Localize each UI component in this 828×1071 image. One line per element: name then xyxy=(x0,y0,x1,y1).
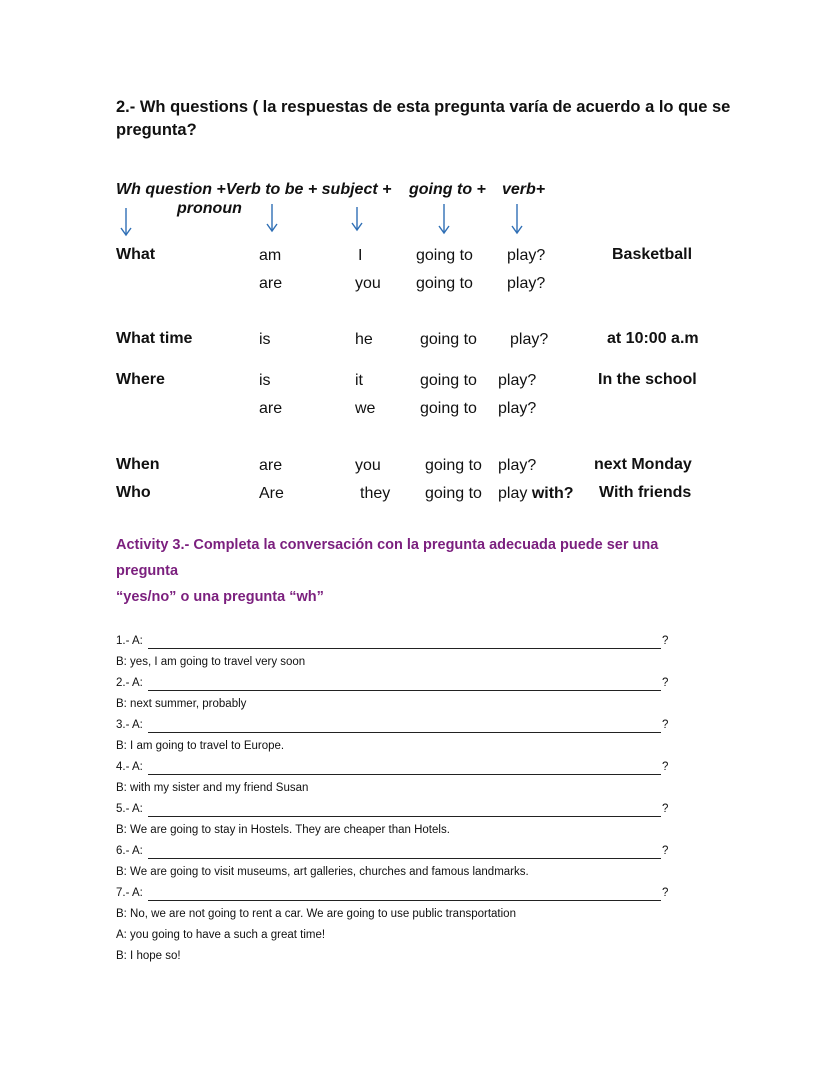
main-verb xyxy=(498,485,574,503)
question-mark: ? xyxy=(662,803,669,815)
closing-line: B: I hope so! xyxy=(116,950,181,962)
question-label: 2.- A: xyxy=(116,677,143,689)
answer: at 10:00 a.m xyxy=(607,330,699,347)
question-label: 5.- A: xyxy=(116,803,143,815)
question-mark: ? xyxy=(662,845,669,857)
question-mark: ? xyxy=(662,887,669,899)
answer-text: B: next summer, probably xyxy=(116,698,247,710)
subject-pronoun: they xyxy=(360,485,391,502)
formula-part-3: verb+ xyxy=(502,181,546,198)
answer: In the school xyxy=(598,371,697,388)
verb-to-be: are xyxy=(259,400,283,417)
answer-line[interactable] xyxy=(148,648,661,649)
main-verb: play? xyxy=(498,372,537,389)
question-label: 6.- A: xyxy=(116,845,143,857)
verb-to-be: is xyxy=(259,372,271,389)
answer: Basketball xyxy=(612,246,693,263)
answer-text: B: We are going to stay in Hostels. They are cheaper than Hotels. xyxy=(116,824,450,836)
activity-heading-line-2: pregunta xyxy=(116,563,179,579)
going-to: going to xyxy=(420,331,477,348)
activity-heading-line-1: Activity 3.- Completa la conversación con la pregunta adecuada puede ser una xyxy=(116,537,659,553)
answer-text: B: with my sister and my friend Susan xyxy=(116,782,309,794)
formula-part-2: going to + xyxy=(409,181,486,198)
question-mark: ? xyxy=(662,761,669,773)
question-label: 1.- A: xyxy=(116,635,143,647)
answer-text: B: We are going to visit museums, art galleries, churches and famous landmarks. xyxy=(116,866,529,878)
question-label: 3.- A: xyxy=(116,719,143,731)
main-verb: play? xyxy=(498,400,537,417)
main-verb: play? xyxy=(507,247,546,264)
question-mark: ? xyxy=(662,635,669,647)
subject-pronoun: he xyxy=(355,331,373,348)
going-to: going to xyxy=(420,372,477,389)
going-to: going to xyxy=(416,275,473,292)
answer: With friends xyxy=(599,484,692,501)
going-to: going to xyxy=(425,485,482,502)
question-label: 7.- A: xyxy=(116,887,143,899)
main-verb: play? xyxy=(507,275,546,292)
main-verb: play? xyxy=(498,457,537,474)
answer-line[interactable] xyxy=(148,900,661,901)
question-label: 4.- A: xyxy=(116,761,143,773)
answer-line[interactable] xyxy=(148,732,661,733)
answer-line[interactable] xyxy=(148,690,661,691)
subject-pronoun: it xyxy=(355,372,363,389)
going-to: going to xyxy=(420,400,477,417)
subject-pronoun: you xyxy=(355,457,381,474)
answer-line[interactable] xyxy=(148,816,661,817)
wh-word: When xyxy=(116,456,160,473)
main-verb-preposition: with? xyxy=(531,485,574,502)
wh-word: What xyxy=(116,246,156,263)
wh-word: Where xyxy=(116,371,165,388)
answer-text: B: I am going to travel to Europe. xyxy=(116,740,285,752)
answer-text: B: yes, I am going to travel very soon xyxy=(116,656,306,668)
formula-part-1: Wh question +Verb to be + subject + xyxy=(116,181,392,198)
answer-text: B: No, we are not going to rent a car. We are going to use public transportation xyxy=(116,908,516,920)
wh-word: Who xyxy=(116,484,151,501)
answer-line[interactable] xyxy=(148,858,661,859)
page-title: 2.- Wh questions ( la respuestas de esta pregunta varía de acuerdo a lo que se pregunta? xyxy=(116,98,731,139)
verb-to-be: Are xyxy=(259,485,284,502)
going-to: going to xyxy=(416,247,473,264)
formula-part-4: pronoun xyxy=(177,200,242,217)
subject-pronoun: we xyxy=(355,400,376,417)
verb-to-be: am xyxy=(259,247,282,264)
main-verb-text: play xyxy=(498,485,528,502)
answer-line[interactable] xyxy=(148,774,661,775)
question-mark: ? xyxy=(662,677,669,689)
question-mark: ? xyxy=(662,719,669,731)
verb-to-be: are xyxy=(259,457,283,474)
activity-heading-line-3: “yes/no” o una pregunta “wh” xyxy=(116,589,324,605)
going-to: going to xyxy=(425,457,482,474)
closing-line: A: you going to have a such a great time! xyxy=(116,929,326,941)
subject-pronoun: I xyxy=(358,247,363,264)
verb-to-be: is xyxy=(259,331,271,348)
answer: next Monday xyxy=(594,456,692,473)
main-verb: play? xyxy=(510,331,549,348)
verb-to-be: are xyxy=(259,275,283,292)
wh-word: What time xyxy=(116,330,193,347)
subject-pronoun: you xyxy=(355,275,381,292)
